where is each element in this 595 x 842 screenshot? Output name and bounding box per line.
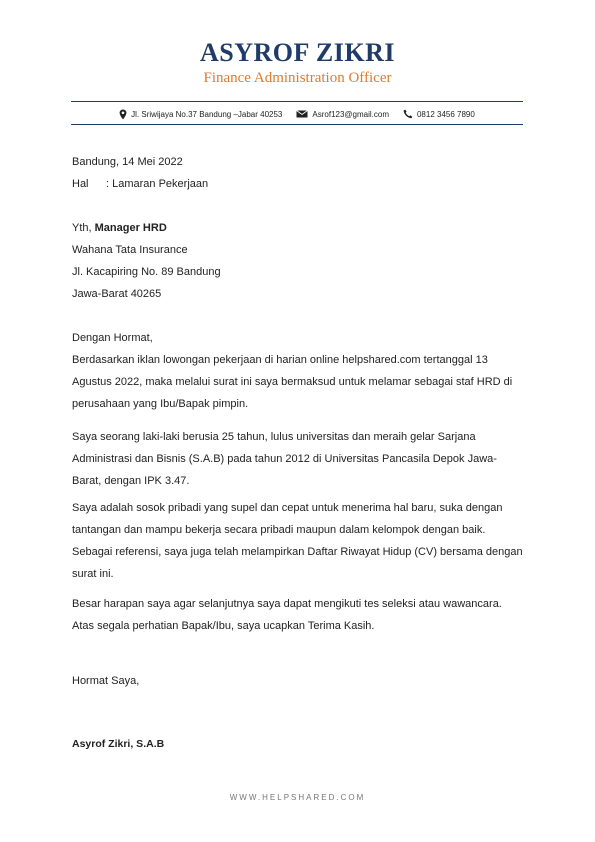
map-pin-icon xyxy=(119,109,127,120)
address-text: Jl. Sriwijaya No.37 Bandung –Jabar 40253 xyxy=(131,109,283,119)
header-rule-top xyxy=(71,101,523,102)
paragraph-text: Besar harapan saya agar selanjutnya saya dapat mengikuti tes seleksi atau wawancara. Atas segala perhatian Bapak/Ibu, saya ucapkan Terima Kasih. xyxy=(72,598,502,632)
closing-block xyxy=(72,670,524,692)
closing: Hormat Saya, xyxy=(72,675,140,687)
paragraph-3 xyxy=(72,497,524,585)
recipient-street: Jl. Kacapiring No. 89 Bandung xyxy=(72,266,221,278)
subject-label: Hal xyxy=(72,178,89,190)
recipient-title: Manager HRD xyxy=(94,222,167,234)
greeting: Dengan Hormat, xyxy=(72,332,153,344)
contact-bar xyxy=(71,106,523,122)
footer-website[interactable]: WWW.HELPSHARED.COM xyxy=(229,793,366,802)
recipient-company: Wahana Tata Insurance xyxy=(72,244,188,256)
paragraph-text: Berdasarkan iklan lowongan pekerjaan di harian online helpshared.com tertanggal 13 Agustus 2022, maka melalui surat ini saya bermaksud untuk melamar sebagai staf HRD di perusahaan yang Ibu/Bapak pimpin. xyxy=(72,354,513,410)
subject-line xyxy=(72,173,524,195)
email-item xyxy=(296,110,389,119)
paragraph-2 xyxy=(72,426,524,492)
envelope-icon xyxy=(296,110,308,118)
applicant-name: ASYROF ZIKRI xyxy=(199,38,395,67)
recipient-line xyxy=(72,217,524,239)
recipient-city: Jawa-Barat 40265 xyxy=(72,288,162,300)
recipient-prefix: Yth, xyxy=(72,222,92,234)
signature-name: Asyrof Zikri, S.A.B xyxy=(72,738,165,750)
phone-icon xyxy=(403,109,413,119)
paragraph-text: Saya adalah sosok pribadi yang supel dan cepat untuk menerima hal baru, suka dengan tantangan dan mampu bekerja secara pribadi maupun dalam kelompok dengan baik. Sebagai referensi, saya juga telah melampirkan Daftar Riwayat Hidup (CV) bersama dengan surat ini. xyxy=(72,502,523,580)
paragraph-text: Saya seorang laki-laki berusia 25 tahun, lulus universitas dan meraih gelar Sarjana Administrasi dan Bisnis (S.A.B) pada tahun 2012 di Universitas Pancasila Depok Jawa-Barat, dengan IPK 3.47. xyxy=(72,431,497,487)
signature-block xyxy=(72,733,524,755)
date-subject-block xyxy=(72,151,524,195)
greeting-block xyxy=(72,327,524,349)
place-date: Bandung, 14 Mei 2022 xyxy=(72,156,183,168)
paragraph-4 xyxy=(72,593,524,637)
paragraph-1 xyxy=(72,349,524,415)
email-text[interactable]: Asrof123@gmail.com xyxy=(312,109,389,119)
address-item xyxy=(119,109,282,120)
recipient-block xyxy=(72,217,524,305)
subject-value: : Lamaran Pekerjaan xyxy=(106,178,209,190)
applicant-role: Finance Administration Officer xyxy=(203,70,392,86)
header-rule-bottom xyxy=(71,124,523,125)
phone-item xyxy=(403,109,475,119)
phone-text[interactable]: 0812 3456 7890 xyxy=(416,109,475,119)
